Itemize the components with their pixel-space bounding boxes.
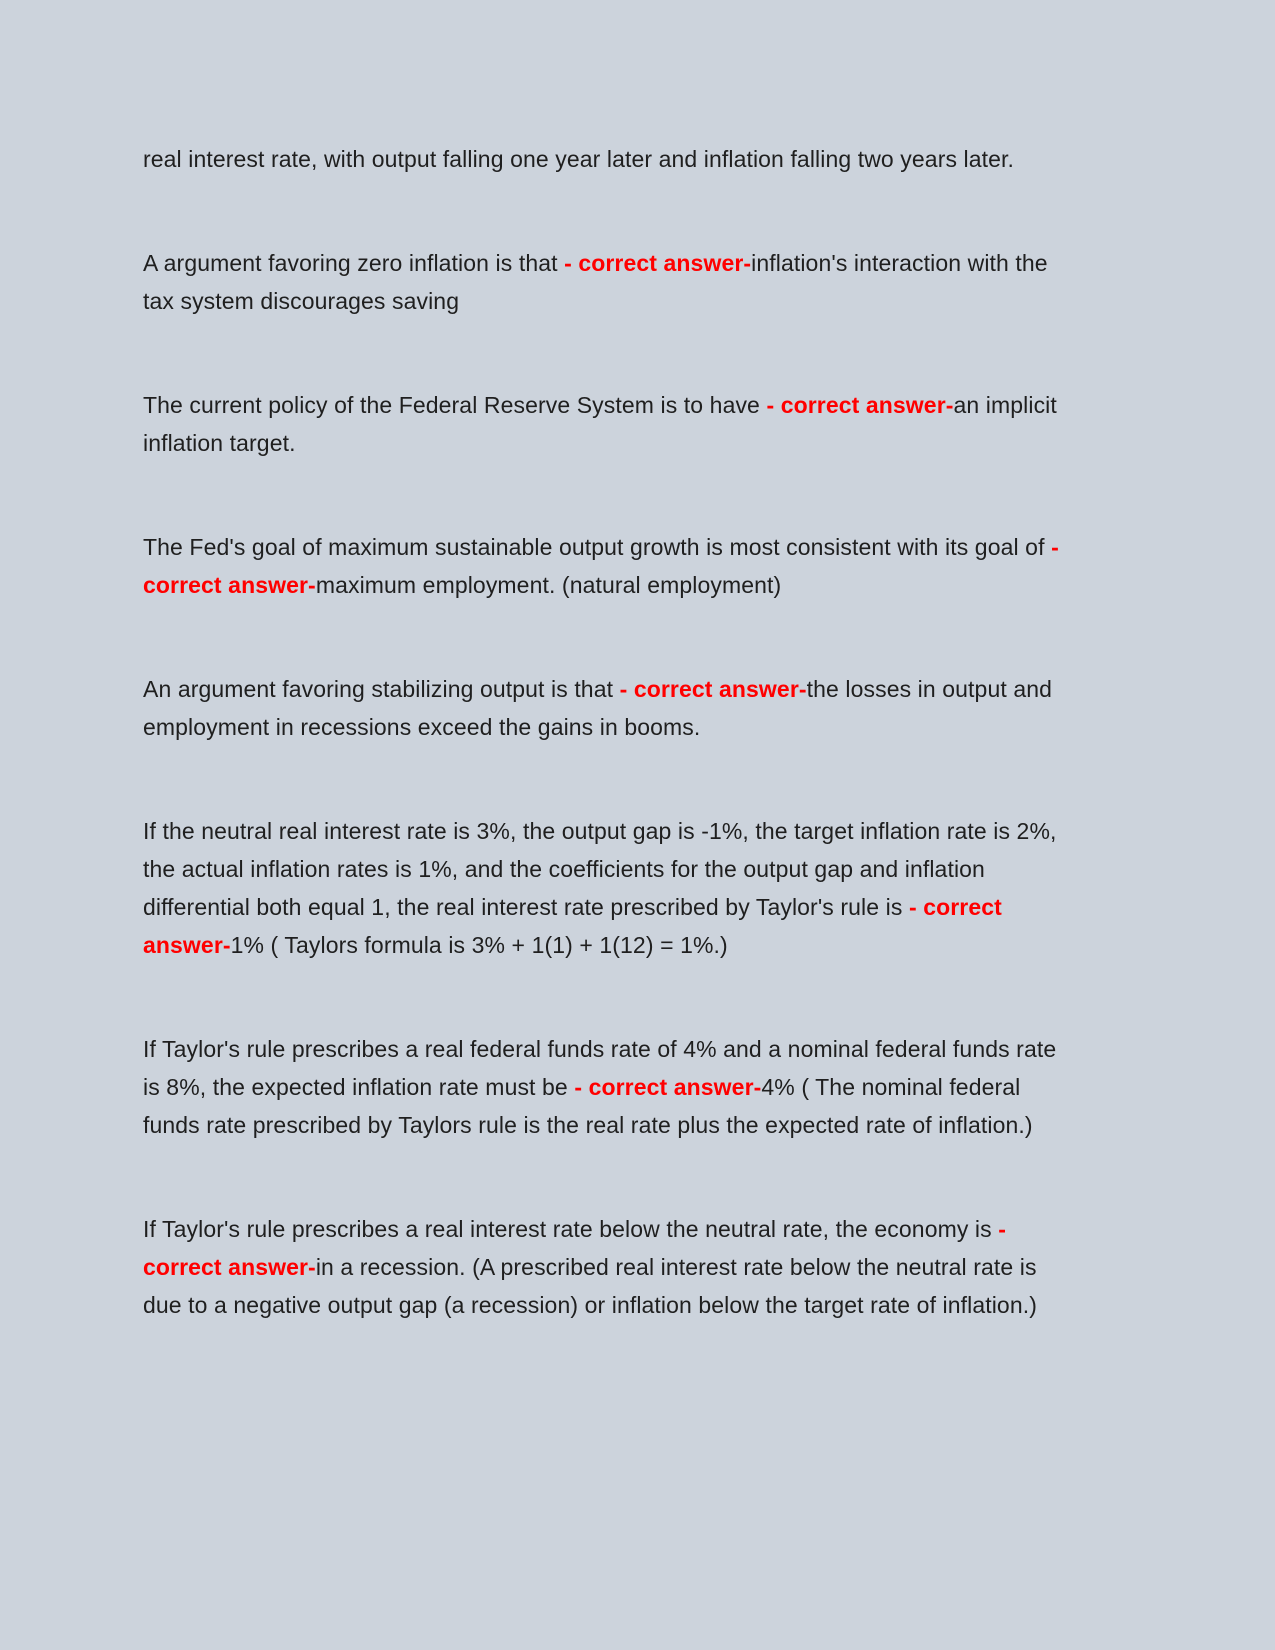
correct-answer-marker: - correct answer- — [143, 534, 1059, 598]
text-segment: If the neutral real interest rate is 3%, the output gap is -1%, the target inflation rate is 2%, the actual inflation rates is 1%, and the coefficients for the output gap and inflation differential both equal 1, the real interest rate prescribed by Taylor's rule is — [143, 818, 1057, 920]
text-segment: maximum employment. (natural employment) — [315, 572, 782, 598]
correct-answer-marker: - correct answer- — [574, 1074, 762, 1100]
text-segment: inflation's interaction with the tax system discourages saving — [143, 250, 1048, 314]
paragraph — [143, 1210, 1075, 1324]
correct-answer-marker: - correct answer- — [143, 894, 1002, 958]
text-segment: An argument favoring stabilizing output is that — [143, 676, 620, 702]
text-segment: real interest rate, with output falling one year later and inflation falling two years later. — [143, 146, 1015, 172]
text-segment: If Taylor's rule prescribes a real interest rate below the neutral rate, the economy is — [143, 1216, 999, 1242]
paragraph-list — [143, 140, 1075, 1324]
correct-answer-marker: - correct answer- — [619, 676, 807, 702]
paragraph — [143, 140, 1075, 178]
correct-answer-marker: - correct answer- — [143, 1216, 1006, 1280]
paragraph — [143, 528, 1075, 604]
correct-answer-marker: - correct answer- — [766, 392, 954, 418]
text-segment: A argument favoring zero inflation is that — [143, 250, 565, 276]
paragraph — [143, 244, 1075, 320]
text-segment: an implicit inflation target. — [143, 392, 1057, 456]
text-segment: in a recession. (A prescribed real interest rate below the neutral rate is due to a negative output gap (a recession) or inflation below the target rate of inflation.) — [143, 1254, 1037, 1318]
text-segment: 1% ( Taylors formula is 3% + 1(1) + 1(12) = 1%.) — [230, 932, 728, 958]
correct-answer-marker: - correct answer- — [564, 250, 752, 276]
paragraph — [143, 670, 1075, 746]
text-segment: If Taylor's rule prescribes a real federal funds rate of 4% and a nominal federal funds rate is 8%, the expected inflation rate must be — [143, 1036, 1057, 1100]
paragraph — [143, 386, 1075, 462]
paragraph — [143, 1030, 1075, 1144]
paragraph — [143, 812, 1075, 964]
text-segment: 4% ( The nominal federal funds rate prescribed by Taylors rule is the real rate plus the expected rate of inflation.) — [143, 1074, 1033, 1138]
text-segment: The Fed's goal of maximum sustainable output growth is most consistent with its goal of — [143, 534, 1052, 560]
text-segment: the losses in output and employment in recessions exceed the gains in booms. — [143, 676, 1052, 740]
text-segment: The current policy of the Federal Reserve System is to have — [143, 392, 767, 418]
